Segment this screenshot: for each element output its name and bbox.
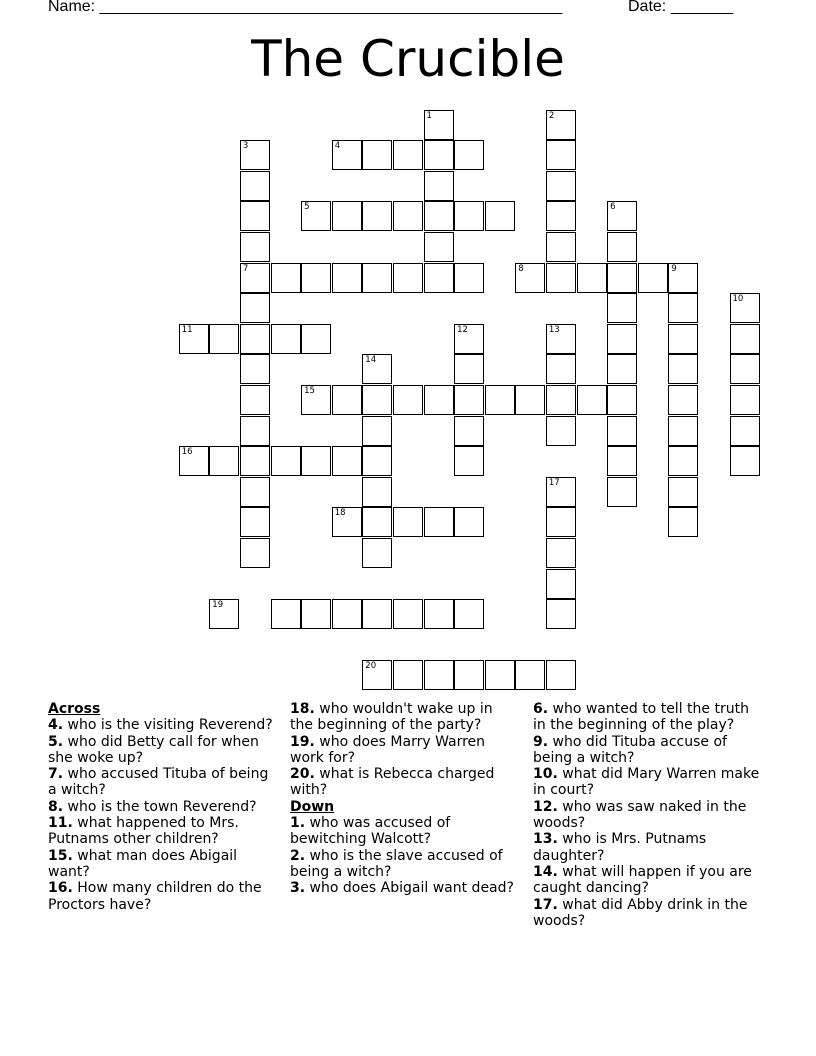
grid-cell[interactable] xyxy=(607,446,637,476)
grid-cell[interactable] xyxy=(332,385,362,415)
grid-cell[interactable] xyxy=(240,354,270,384)
clue-item-text: who wanted to tell the truth in the beginning of the play? xyxy=(533,701,749,734)
grid-cell[interactable] xyxy=(271,263,301,293)
grid-cell[interactable] xyxy=(362,538,392,568)
grid-cell[interactable] xyxy=(240,293,270,323)
grid-cell[interactable] xyxy=(301,599,331,629)
grid-cell[interactable] xyxy=(332,599,362,629)
grid-cell[interactable] xyxy=(730,293,760,323)
grid-cell[interactable] xyxy=(332,201,362,231)
clue-item-number: 18. xyxy=(290,701,315,717)
clue-number: 15 xyxy=(304,385,315,396)
grid-cell[interactable] xyxy=(424,660,454,690)
grid-cell[interactable] xyxy=(546,140,576,170)
clue-item-text: what man does Abigail want? xyxy=(48,847,238,880)
clue-item-text: who is Mrs. Putnams daughter? xyxy=(533,831,707,864)
grid-cell[interactable] xyxy=(424,201,454,231)
clue-item-text: How many children do the Proctors have? xyxy=(48,880,262,913)
clue-item xyxy=(48,815,273,848)
clue-number: 13 xyxy=(548,324,560,335)
clue-item-number: 11. xyxy=(48,815,73,832)
clue-number: 19 xyxy=(212,600,224,611)
grid-cell[interactable] xyxy=(546,599,576,629)
clue-item xyxy=(290,880,515,896)
grid-cell[interactable] xyxy=(668,263,698,293)
grid-cell[interactable] xyxy=(577,385,607,415)
grid-cell[interactable] xyxy=(179,446,209,476)
grid-cell[interactable] xyxy=(485,201,515,231)
across-heading: Across xyxy=(48,701,101,717)
grid-cell[interactable] xyxy=(240,446,270,476)
grid-cell[interactable] xyxy=(546,385,576,415)
grid-cell[interactable] xyxy=(362,416,392,446)
name-line: Name: ____________________________________________________ xyxy=(48,0,563,15)
grid-cell[interactable] xyxy=(454,660,484,690)
clue-number: 16 xyxy=(181,447,193,458)
clue-item-number: 1. xyxy=(290,815,306,832)
grid-cell[interactable] xyxy=(301,385,331,415)
grid-cell[interactable] xyxy=(393,140,423,170)
grid-cell[interactable] xyxy=(546,507,576,537)
grid-cell[interactable] xyxy=(271,446,301,476)
grid-cell[interactable] xyxy=(301,263,331,293)
grid-cell[interactable] xyxy=(424,232,454,262)
grid-cell[interactable] xyxy=(638,263,668,293)
clue-item xyxy=(48,799,273,815)
grid-cell[interactable] xyxy=(393,201,423,231)
clue-item xyxy=(533,831,761,864)
grid-cell[interactable] xyxy=(424,140,454,170)
clue-item xyxy=(48,848,273,881)
grid-cell[interactable] xyxy=(515,660,545,690)
grid-cell[interactable] xyxy=(362,201,392,231)
grid-cell[interactable] xyxy=(730,354,760,384)
grid-cell[interactable] xyxy=(240,507,270,537)
grid-cell[interactable] xyxy=(240,416,270,446)
grid-cell[interactable] xyxy=(240,385,270,415)
clue-item-text: what did Mary Warren make in court? xyxy=(533,766,760,799)
clue-item-number: 5. xyxy=(48,733,64,750)
clue-item xyxy=(290,848,515,881)
grid-cell[interactable] xyxy=(424,171,454,201)
clue-number: 5 xyxy=(304,202,310,213)
clue-item-text: who was accused of bewitching Walcott? xyxy=(290,815,451,848)
grid-cell[interactable] xyxy=(668,385,698,415)
clue-item-number: 17. xyxy=(533,896,558,913)
grid-cell[interactable] xyxy=(454,263,484,293)
grid-cell[interactable] xyxy=(546,110,576,140)
grid-cell[interactable] xyxy=(546,569,576,599)
clue-item-text: who wouldn't wake up in the beginning of the party? xyxy=(290,701,493,734)
grid-cell[interactable] xyxy=(607,477,637,507)
clues-column-2 xyxy=(290,701,515,897)
clue-item-number: 12. xyxy=(533,798,558,815)
clue-number: 1 xyxy=(426,110,432,121)
grid-cell[interactable] xyxy=(607,232,637,262)
grid-cell[interactable] xyxy=(668,416,698,446)
clue-item-number: 3. xyxy=(290,880,306,897)
grid-cell[interactable] xyxy=(424,263,454,293)
clue-number: 9 xyxy=(671,263,677,274)
grid-cell[interactable] xyxy=(546,324,576,354)
down-clue-list-continued xyxy=(533,701,761,929)
grid-cell[interactable] xyxy=(301,446,331,476)
clue-number: 17 xyxy=(548,477,560,488)
grid-cell[interactable] xyxy=(240,477,270,507)
grid-cell[interactable] xyxy=(393,507,423,537)
clue-item-number: 6. xyxy=(533,701,549,717)
grid-cell[interactable] xyxy=(454,201,484,231)
grid-cell[interactable] xyxy=(240,538,270,568)
grid-cell[interactable] xyxy=(332,507,362,537)
grid-cell[interactable] xyxy=(271,324,301,354)
grid-cell[interactable] xyxy=(393,385,423,415)
grid-cell[interactable] xyxy=(179,324,209,354)
page-title: The Crucible xyxy=(251,30,565,88)
grid-cell[interactable] xyxy=(454,140,484,170)
clue-item-number: 13. xyxy=(533,831,558,848)
clue-item-number: 4. xyxy=(48,717,64,734)
clue-item xyxy=(290,766,515,799)
clue-number: 6 xyxy=(610,202,616,213)
clue-item-text: what will happen if you are caught dancing? xyxy=(533,863,752,897)
grid-cell[interactable] xyxy=(668,507,698,537)
clue-item-number: 16. xyxy=(48,880,73,897)
clue-item-text: what is Rebecca charged with? xyxy=(290,766,495,799)
grid-cell[interactable] xyxy=(668,354,698,384)
clue-item-text: who does Abigail want dead? xyxy=(305,880,514,897)
grid-cell[interactable] xyxy=(546,477,576,507)
clue-item-number: 19. xyxy=(290,733,315,750)
clues-column-1 xyxy=(48,701,273,913)
grid-cell[interactable] xyxy=(332,263,362,293)
clues-column-3 xyxy=(533,701,761,929)
clue-item-number: 20. xyxy=(290,766,315,783)
grid-cell[interactable] xyxy=(362,263,392,293)
grid-cell[interactable] xyxy=(240,140,270,170)
grid-cell[interactable] xyxy=(546,416,576,446)
grid-cell[interactable] xyxy=(546,538,576,568)
grid-cell[interactable] xyxy=(607,293,637,323)
grid-cell[interactable] xyxy=(362,599,392,629)
clue-number: 10 xyxy=(732,294,744,305)
grid-cell[interactable] xyxy=(454,416,484,446)
grid-cell[interactable] xyxy=(332,140,362,170)
clue-item xyxy=(533,864,761,897)
grid-cell[interactable] xyxy=(362,354,392,384)
grid-cell[interactable] xyxy=(730,446,760,476)
clue-item xyxy=(48,766,273,799)
grid-cell[interactable] xyxy=(607,201,637,231)
grid-cell[interactable] xyxy=(362,477,392,507)
grid-cell[interactable] xyxy=(454,446,484,476)
clue-item xyxy=(533,897,761,930)
grid-cell[interactable] xyxy=(362,140,392,170)
grid-cell[interactable] xyxy=(424,385,454,415)
grid-cell[interactable] xyxy=(393,660,423,690)
grid-cell[interactable] xyxy=(209,324,239,354)
grid-cell[interactable] xyxy=(424,110,454,140)
grid-cell[interactable] xyxy=(607,354,637,384)
clue-item xyxy=(533,799,761,832)
clue-item xyxy=(533,734,761,767)
grid-cell[interactable] xyxy=(515,385,545,415)
grid-cell[interactable] xyxy=(424,599,454,629)
clue-item xyxy=(290,815,515,848)
clue-item-text: who accused Tituba of being a witch? xyxy=(48,766,269,799)
grid-cell[interactable] xyxy=(454,324,484,354)
grid-cell[interactable] xyxy=(546,354,576,384)
grid-cell[interactable] xyxy=(454,385,484,415)
clue-number: 20 xyxy=(365,661,377,672)
grid-cell[interactable] xyxy=(515,263,545,293)
clue-item-number: 8. xyxy=(48,798,64,815)
grid-cell[interactable] xyxy=(546,171,576,201)
grid-cell[interactable] xyxy=(240,232,270,262)
clue-item-text: who did Tituba accuse of being a witch? xyxy=(533,733,727,766)
grid-cell[interactable] xyxy=(607,324,637,354)
grid-cell[interactable] xyxy=(485,660,515,690)
clue-number: 18 xyxy=(334,508,346,519)
clue-item xyxy=(48,734,273,767)
grid-cell[interactable] xyxy=(424,507,454,537)
clue-item xyxy=(48,717,273,733)
clue-item-text: who does Marry Warren work for? xyxy=(290,733,486,766)
clue-item-number: 9. xyxy=(533,733,549,750)
clue-number: 2 xyxy=(548,110,555,121)
grid-cell[interactable] xyxy=(546,263,576,293)
grid-cell[interactable] xyxy=(546,232,576,262)
grid-cell[interactable] xyxy=(577,263,607,293)
clue-item-number: 2. xyxy=(290,847,306,864)
grid-cell[interactable] xyxy=(454,599,484,629)
grid-cell[interactable] xyxy=(607,385,637,415)
clue-item-number: 15. xyxy=(48,847,73,864)
grid-cell[interactable] xyxy=(454,507,484,537)
clue-number: 11 xyxy=(181,324,193,335)
grid-cell[interactable] xyxy=(485,385,515,415)
grid-cell[interactable] xyxy=(209,599,239,629)
clue-item-text: who is the visiting Reverend? xyxy=(63,717,273,734)
grid-cell[interactable] xyxy=(301,201,331,231)
clue-item xyxy=(533,701,761,734)
grid-cell[interactable] xyxy=(607,416,637,446)
grid-cell[interactable] xyxy=(362,507,392,537)
clue-item xyxy=(290,734,515,767)
clue-number: 14 xyxy=(365,355,377,366)
grid-cell[interactable] xyxy=(668,293,698,323)
grid-cell[interactable] xyxy=(668,477,698,507)
grid-cell[interactable] xyxy=(393,263,423,293)
grid-cell[interactable] xyxy=(454,354,484,384)
clue-number: 4 xyxy=(334,141,341,152)
clue-item-text: who did Betty call for when she woke up? xyxy=(48,733,259,766)
across-clue-list-continued xyxy=(290,701,515,799)
clue-item-number: 7. xyxy=(48,766,64,783)
clue-item-text: who is the town Reverend? xyxy=(63,798,257,815)
clue-item-text: who was saw naked in the woods? xyxy=(533,798,747,832)
grid-cell[interactable] xyxy=(301,324,331,354)
down-clue-list xyxy=(290,815,515,896)
clue-item-number: 10. xyxy=(533,766,558,783)
grid-cell[interactable] xyxy=(240,263,270,293)
clue-number: 12 xyxy=(457,324,468,335)
clue-item-text: who is the slave accused of being a witch? xyxy=(290,847,503,880)
clue-item xyxy=(533,766,761,799)
date-line: Date: _______ xyxy=(628,0,733,15)
clue-number: 8 xyxy=(518,263,524,274)
clue-item-text: what did Abby drink in the woods? xyxy=(533,896,748,929)
grid-cell[interactable] xyxy=(362,660,392,690)
clue-number: 7 xyxy=(242,263,249,274)
grid-cell[interactable] xyxy=(362,446,392,476)
clue-item-number: 14. xyxy=(533,863,558,880)
grid-cell[interactable] xyxy=(730,385,760,415)
grid-cell[interactable] xyxy=(271,599,301,629)
clue-item-text: what happened to Mrs. Putnams other children? xyxy=(48,815,239,848)
grid-cell[interactable] xyxy=(730,416,760,446)
grid-cell[interactable] xyxy=(730,324,760,354)
clue-item xyxy=(290,701,515,734)
grid-cell[interactable] xyxy=(668,446,698,476)
grid-cell[interactable] xyxy=(240,201,270,231)
across-clue-list xyxy=(48,717,273,913)
clue-number: 3 xyxy=(242,141,249,152)
grid-cell[interactable] xyxy=(240,171,270,201)
grid-cell[interactable] xyxy=(209,446,239,476)
down-heading: Down xyxy=(290,798,335,815)
grid-cell[interactable] xyxy=(546,660,576,690)
grid-cell[interactable] xyxy=(668,324,698,354)
clue-item xyxy=(48,880,273,913)
grid-cell[interactable] xyxy=(332,446,362,476)
grid-cell[interactable] xyxy=(240,324,270,354)
grid-cell[interactable] xyxy=(393,599,423,629)
grid-cell[interactable] xyxy=(546,201,576,231)
grid-cell[interactable] xyxy=(607,263,637,293)
grid-cell[interactable] xyxy=(362,385,392,415)
